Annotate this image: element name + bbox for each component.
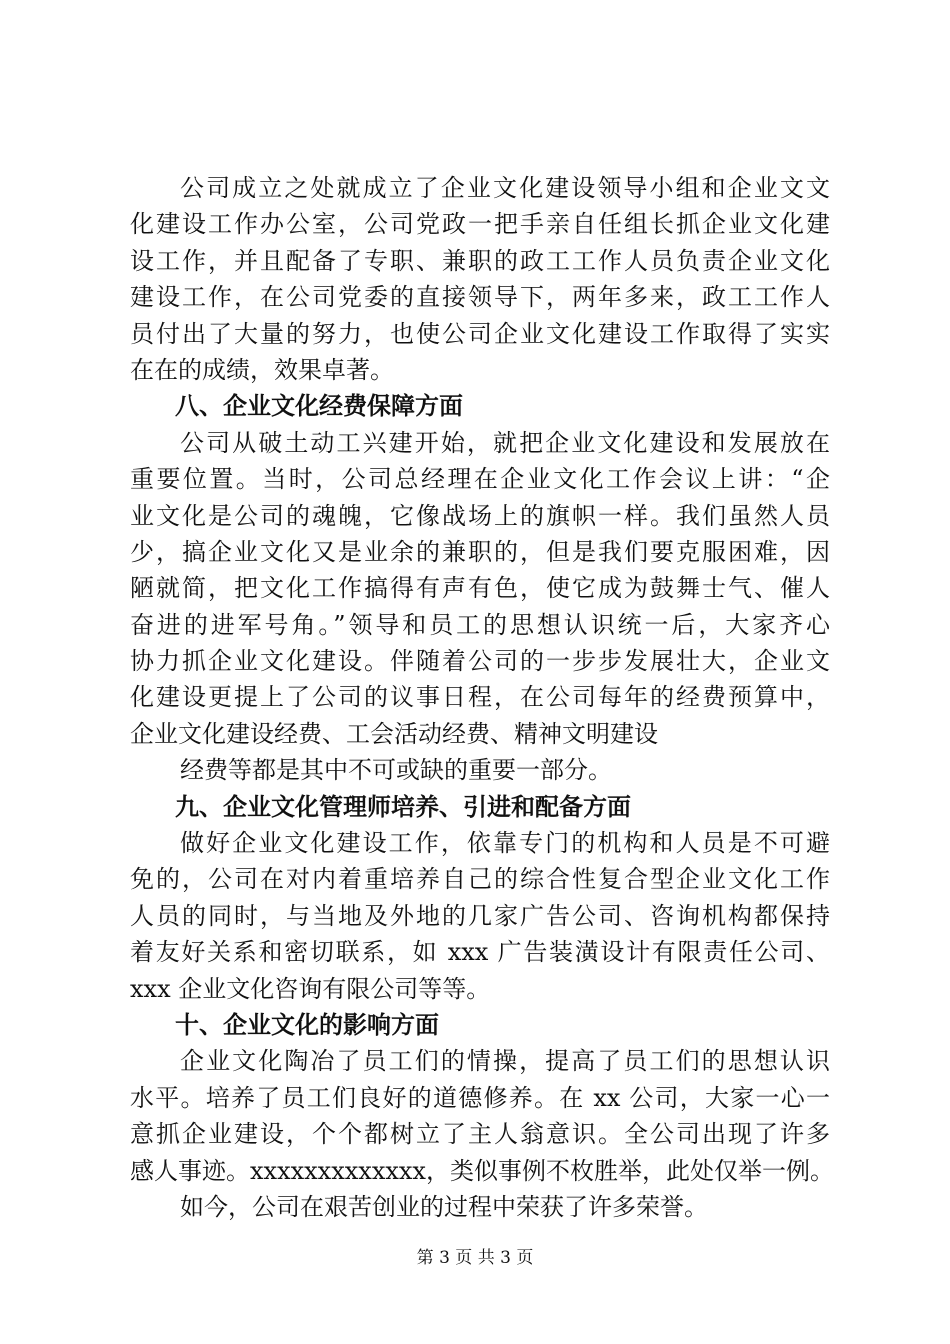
text-line: 建设工作，在公司党委的直接领导下，两年多来，政工工作人 [130, 283, 830, 312]
section-heading: 八、企业文化经费保障方面 [175, 392, 463, 421]
section-heading: 九、企业文化管理师培养、引进和配备方面 [175, 792, 631, 821]
text-line: 人员的同时，与当地及外地的几家广告公司、咨询机构都保持 [130, 901, 830, 930]
text-line: 公司从破土动工兴建开始，就把企业文化建设和发展放在 [180, 428, 830, 457]
text-line: 奋进的进军号角。”领导和员工的思想认识统一后，大家齐心 [130, 610, 830, 639]
paragraph [130, 1189, 830, 1225]
text-line: xxx 企业文化咨询有限公司等等。 [130, 974, 491, 1003]
text-line: 企业文化建设经费、工会活动经费、精神文明建设 [130, 719, 658, 748]
text-line: 化建设更提上了公司的议事日程，在公司每年的经费预算中， [130, 683, 830, 712]
paragraph [130, 825, 830, 1007]
paragraph [130, 1043, 834, 1189]
text-line: 员付出了大量的努力，也使公司企业文化建设工作取得了实实 [130, 319, 830, 348]
document-body [130, 170, 834, 1225]
page-number: 第 3 页 共 3 页 [416, 1248, 534, 1268]
text-line: 如今，公司在艰苦创业的过程中荣获了许多荣誉。 [180, 1192, 708, 1221]
text-line: 做好企业文化建设工作，依靠专门的机构和人员是不可避 [180, 829, 830, 858]
text-line: 感人事迹。xxxxxxxxxxxxx，类似事例不枚胜举，此处仅举一例。 [130, 1156, 834, 1185]
text-line: 设工作，并且配备了专职、兼职的政工工作人员负责企业文化 [130, 246, 830, 275]
text-line: 化建设工作办公室，公司党政一把手亲自任组长抓企业文化建 [130, 210, 830, 239]
text-line: 少，搞企业文化又是业余的兼职的，但是我们要克服困难，因 [130, 537, 830, 566]
page-footer [0, 1243, 950, 1268]
text-line: 在在的成绩，效果卓著。 [130, 355, 394, 384]
text-line: 业文化是公司的魂魄，它像战场上的旗帜一样。我们虽然人员 [130, 501, 830, 530]
text-line: 重要位置。当时，公司总经理在企业文化工作会议上讲：“企 [130, 465, 830, 494]
text-line: 免的，公司在对内着重培养自己的综合性复合型企业文化工作 [130, 865, 830, 894]
paragraph [130, 170, 830, 388]
paragraph [130, 752, 830, 788]
text-line: 水平。培养了员工们良好的道德修养。在 xx 公司，大家一心一 [130, 1083, 830, 1112]
text-line: 协力抓企业文化建设。伴随着公司的一步步发展壮大，企业文 [130, 647, 830, 676]
text-line: 经费等都是其中不可或缺的重要一部分。 [180, 756, 612, 785]
text-line: 公司成立之处就成立了企业文化建设领导小组和企业文文 [180, 174, 830, 202]
section-heading: 十、企业文化的影响方面 [175, 1010, 439, 1039]
text-line: 着友好关系和密切联系，如 xxx 广告装潢设计有限责任公司、 [130, 938, 830, 967]
text-line: 陋就简，把文化工作搞得有声有色，使它成为鼓舞士气、催人 [130, 574, 830, 603]
text-line: 企业文化陶冶了员工们的情操，提高了员工们的思想认识 [180, 1047, 830, 1076]
paragraph [130, 425, 830, 753]
text-line: 意抓企业建设，个个都树立了主人翁意识。全公司出现了许多 [130, 1120, 830, 1149]
